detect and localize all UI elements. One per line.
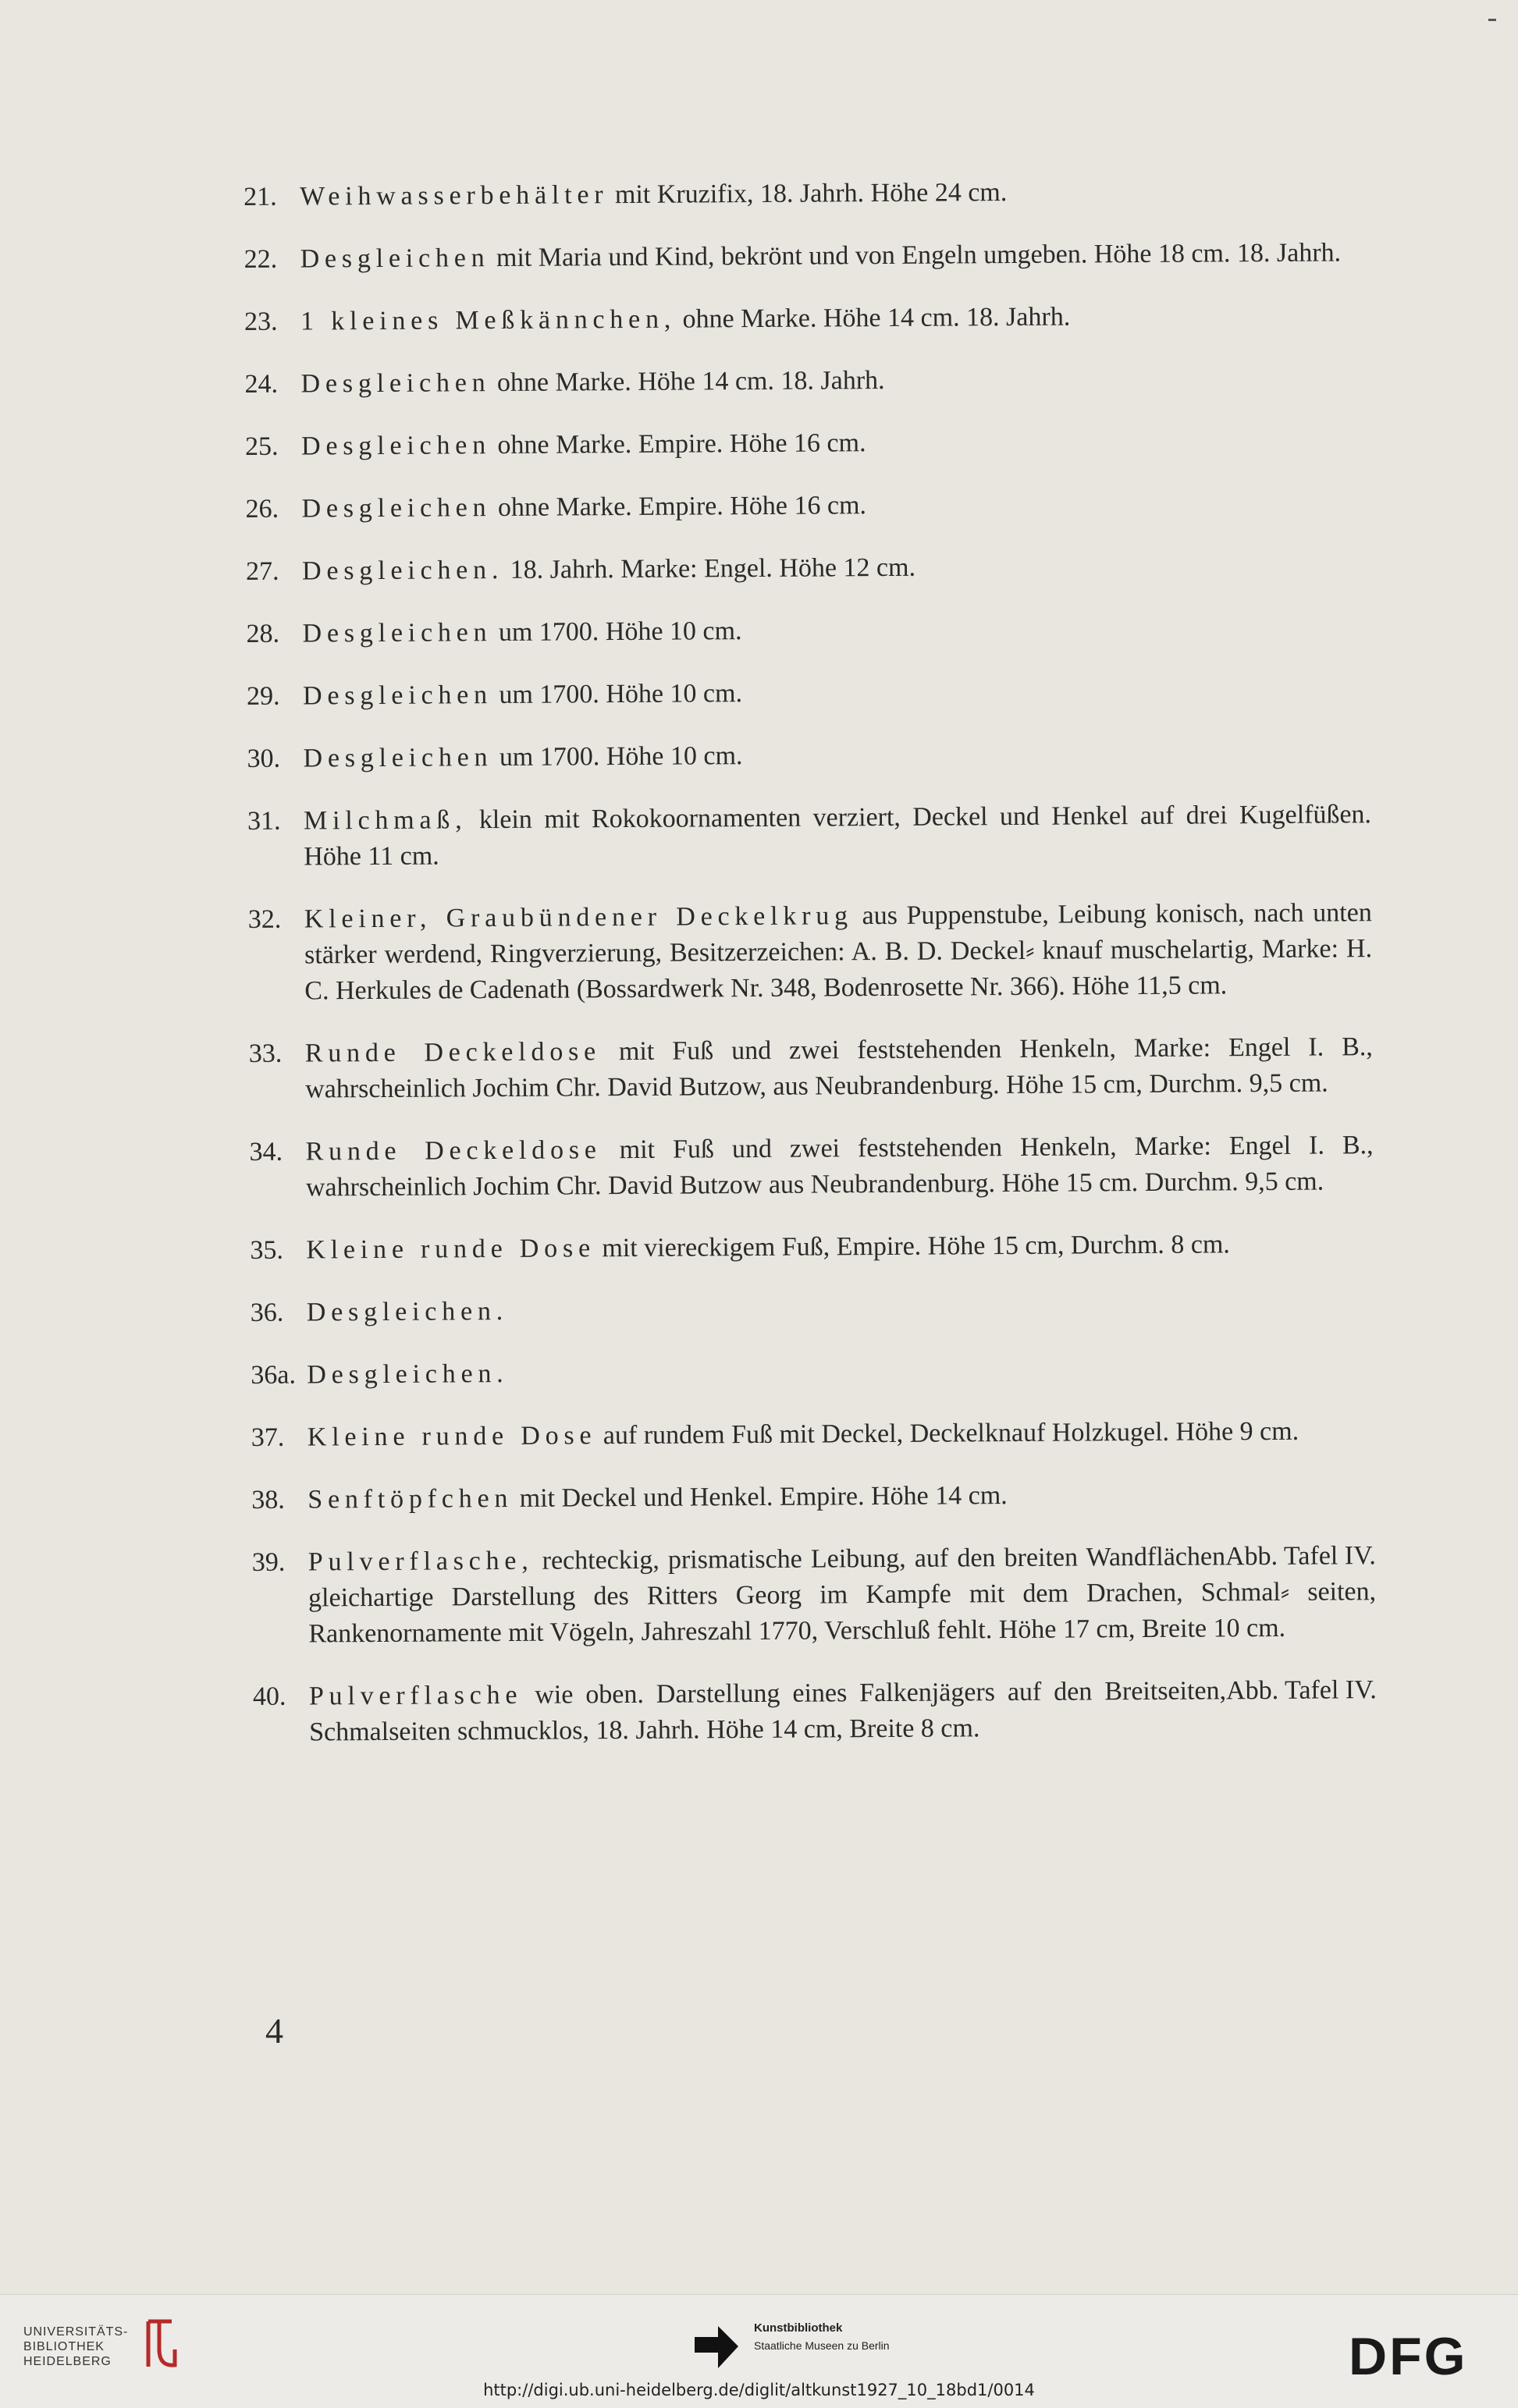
entry-number: 36. [251,1295,305,1331]
page-number: 4 [265,2010,283,2051]
catalog-entry [245,485,1369,527]
entry-body [302,609,1370,652]
ub-line-1: UNIVERSITÄTS- [23,2325,128,2339]
entry-description: mit Maria und Kind, bekrönt und von Engeln umgeben. Höhe 18 cm. 18. Jahrh. [489,238,1341,272]
permalink-url[interactable]: http://digi.ub.uni-heidelberg.de/diglit/altkunst1927_10_18bd1/0014 [0,2381,1518,2399]
entry-body [304,895,1373,1009]
catalog-entry [253,1672,1378,1751]
entry-number: 21. [244,179,298,215]
entry-description: um 1700. Höhe 10 cm. [492,741,742,772]
entry-body [300,172,1367,215]
ub-line-2: BIBLIOTHEK [23,2339,128,2354]
entry-number: 24. [244,367,299,403]
entry-number: 34. [249,1135,304,1170]
catalog-entry [251,1351,1374,1394]
entry-body [308,1413,1375,1455]
entry-title: Pulverflasche [309,1681,523,1711]
entry-description: mit Deckel und Henkel. Empire. Höhe 14 cm. [513,1481,1008,1513]
entry-number: 22. [244,242,298,278]
entry-number: 37. [251,1420,306,1456]
entry-number: 30. [247,741,301,777]
entry-title: Desgleichen [300,243,490,273]
entry-title: Runde Deckeldose [305,1037,601,1067]
entry-body [303,672,1370,714]
entry-title: Runde Deckeldose [306,1135,602,1166]
entry-body [300,297,1368,339]
catalog-entry [249,1029,1374,1108]
entry-title: Desgleichen [301,493,491,523]
entry-title: Kleine runde Dose [308,1421,597,1451]
kunstbibliothek-title: Kunstbibliothek [754,2321,890,2335]
entry-number: 25. [245,429,300,465]
ub-line-3: HEIDELBERG [23,2354,128,2369]
entry-number: 33. [249,1036,304,1072]
entry-body [307,1351,1374,1393]
entry-description: 18. Jahrh. Marke: Engel. Höhe 12 cm. [503,553,915,584]
ub-heidelberg-logo-icon[interactable] [137,2318,181,2370]
viewer-footer [0,2294,1518,2408]
catalog-entry [244,360,1368,403]
entry-body [300,360,1368,402]
entry-title: Desgleichen [303,680,492,710]
entry-number: 36a. [251,1358,305,1394]
catalog-entry [246,547,1370,590]
kunstbibliothek-text[interactable] [754,2321,890,2352]
entry-description: ohne Marke. Höhe 14 cm. 18. Jahrh. [490,366,884,397]
entry-number: 29. [247,679,301,715]
catalog-entries [244,172,1377,1778]
entry-title: Desgleichen [303,743,492,772]
catalog-entry [246,609,1370,652]
kunstbibliothek-logo-icon[interactable] [693,2325,741,2370]
kunstbibliothek-subtitle: Staatliche Museen zu Berlin [754,2339,890,2352]
entry-body [300,235,1367,277]
catalog-entry [244,235,1367,278]
entry-title: Milchmaß, [304,805,467,835]
corner-mark [1488,19,1496,21]
entry-plate-reference: Abb. Tafel IV. [1225,1538,1376,1575]
ub-heidelberg-text[interactable] [23,2325,128,2369]
entry-title: Desgleichen [300,368,490,398]
entry-body [305,1128,1374,1206]
entry-description: wie oben. Darstellung eines Falkenjägers auf den Breitseiten, Schmalseiten schmucklos, 18. Jahrh. Höhe 14 cm, Breite 8 cm. [309,1676,1226,1746]
catalog-entry [244,172,1367,215]
entry-number: 28. [246,616,300,652]
entry-description: ohne Marke. Höhe 14 cm. 18. Jahrh. [676,303,1070,334]
catalog-entry [250,1226,1374,1269]
entry-description: mit viereckigem Fuß, Empire. Höhe 15 cm, Durchm. 8 cm. [595,1230,1230,1263]
entry-body [305,1029,1374,1107]
entry-body [302,547,1370,589]
catalog-entry [244,297,1368,340]
entry-body [308,1476,1375,1518]
entry-description: klein mit Rokokoornamenten verziert, Deckel und Henkel auf drei Kugelfüßen. Höhe 11 cm. [304,800,1371,871]
entry-description: rechteckig, prismatische Leibung, auf den breiten Wandflächen gleichartige Darstellung des Ritters Georg im Kampfe mit dem Drachen, Schmal⸗ seiten, Rankenornamente mit Vögeln, Jahreszahl 1770, Verschluß fehlt. Höhe 17 cm, Breite 10 cm. [308,1542,1376,1648]
dfg-logo[interactable]: DFG [1349,2326,1468,2387]
entry-title: 1 kleines Meßkännchen, [300,305,676,336]
entry-number: 27. [246,554,300,590]
entry-body [301,485,1369,527]
entry-title: Desgleichen. [307,1359,508,1390]
entry-number: 38. [251,1483,306,1518]
entry-title: Kleine runde Dose [306,1234,595,1264]
entry-body [301,422,1369,464]
entry-number: 40. [253,1679,308,1715]
entry-body [307,1288,1374,1330]
entry-body [306,1226,1374,1268]
catalog-entry [248,895,1373,1010]
catalog-entry [247,797,1372,875]
entry-number: 31. [247,804,302,840]
catalog-entry [245,422,1369,465]
entry-description: auf rundem Fuß mit Deckel, Deckelknauf Holzkugel. Höhe 9 cm. [596,1417,1299,1450]
entry-plate-reference: Abb. Tafel IV. [1226,1672,1377,1709]
entry-title: Desgleichen. [302,556,503,586]
entry-body [303,734,1370,776]
entry-number: 26. [245,492,300,527]
entry-number: 23. [244,304,299,340]
entry-title: Senftöpfchen [308,1484,513,1515]
entry-title: Desgleichen [302,618,492,648]
catalog-entry [251,1413,1375,1456]
catalog-entry [247,672,1370,715]
entry-number: 35. [250,1233,304,1269]
entry-number: 39. [252,1545,307,1581]
entry-description: um 1700. Höhe 10 cm. [492,679,742,709]
entry-title: Kleiner, Graubündener Deckelkrug [304,901,853,933]
entry-description: mit Fuß und zwei feststehenden Henkeln, Marke: Engel I. B., wahrscheinlich Jochim Chr. David Butzow, aus Neubrandenburg. Höhe 15 cm, Durchm. 9,5 cm. [305,1032,1373,1103]
catalog-entry [251,1476,1375,1518]
entry-description: ohne Marke. Empire. Höhe 16 cm. [491,491,866,522]
entry-title: Pulverflasche, [308,1547,534,1577]
catalog-entry [251,1288,1374,1331]
entry-description: mit Fuß und zwei feststehenden Henkeln, Marke: Engel I. B., wahrscheinlich Jochim Chr. David Butzow aus Neubrandenburg. Höhe 15 cm. Durchm. 9,5 cm. [306,1131,1374,1202]
entry-description: ohne Marke. Empire. Höhe 16 cm. [491,428,866,460]
entry-title: Desgleichen [301,431,491,460]
entry-title: Desgleichen. [307,1297,508,1327]
entry-description: aus Puppenstube, Leibung konisch, nach unten stärker werdend, Ringverzierung, Besitzerzeichen: A. B. D. Deckel⸗ knauf muschelartig, Marke: H. C. Herkules de Cadenath (Bossardwerk Nr. 348, Bodenrosette Nr. 366). Höhe 11,5 cm. [304,898,1372,1005]
entry-body [308,1538,1377,1652]
entry-description: um 1700. Höhe 10 cm. [492,616,741,647]
entry-body [309,1672,1378,1750]
catalog-entry [252,1538,1377,1653]
entry-body [304,797,1372,875]
entry-title: Weihwasserbehälter [300,180,609,211]
entry-description: mit Kruzifix, 18. Jahrh. Höhe 24 cm. [608,178,1007,209]
catalog-entry [249,1128,1374,1206]
catalog-entry [247,734,1370,777]
entry-number: 32. [248,902,303,938]
